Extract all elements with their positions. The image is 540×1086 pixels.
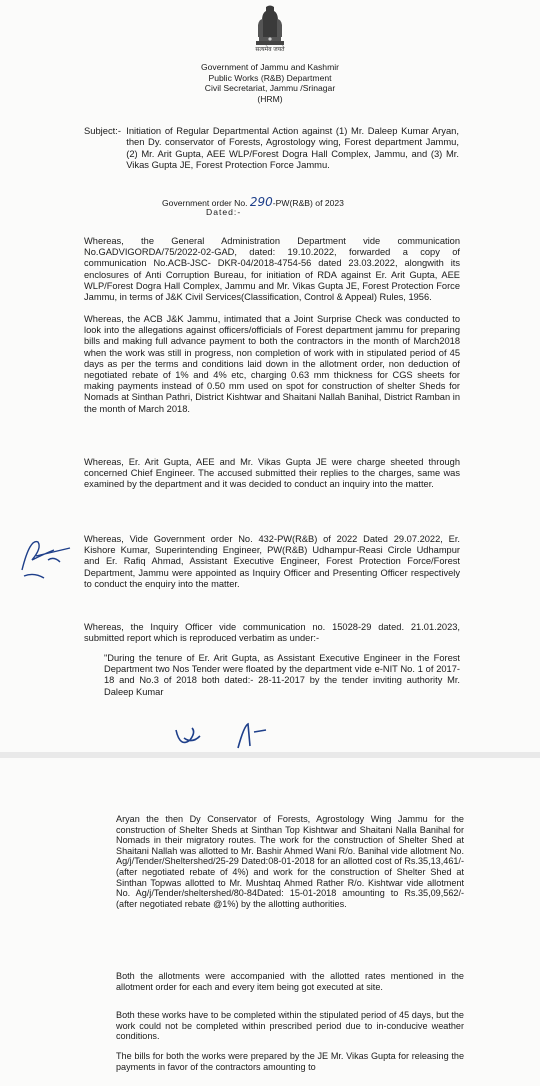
paragraph-inquiry-appointment: Whereas, Vide Government order No. 432-PW(R&B) of 2022 Dated 29.07.2022, Er. Kishore Kumar, Superintending Engineer, PW(R&B) Udhampur-Reasi Circle Udhampur and Er. Rafiq Ahmad, Assistant Executive Engineer, Forest Protection Force/Forest Department, Jammu were appointed as Inquiry Officer and Presenting Officer respectively to conduct the enquiry into the matter. xyxy=(84,534,460,589)
paragraph-charge-sheet: Whereas, Er. Arit Gupta, AEE and Mr. Vikas Gupta JE were charge sheeted through concerned Chief Engineer. The accused submitted their replies to the charges, same was examined by the department and it was decided to conduct an inquiry into the matter. xyxy=(84,457,460,490)
emblem-motto: सत्यमेव जयते xyxy=(255,47,285,53)
document-page-2 xyxy=(0,758,540,1086)
order-dated: Dated:- xyxy=(206,207,242,217)
page2-paragraph-rates: Both the allotments were accompanied with the allotted rates mentioned in the allotment order for each and every item being got executed at site. xyxy=(116,971,464,992)
subject-block xyxy=(84,125,459,170)
letterhead-line: Government of Jammu and Kashmir xyxy=(200,62,340,72)
order-prefix: Government order No. xyxy=(162,198,250,208)
page2-paragraph-stipulated-period: Both these works have to be completed within the stipulated period of 45 days, but the work could not be completed within prescribed period due to in-conducive weather conditions. xyxy=(116,1010,464,1042)
subject-text: Initiation of Regular Departmental Action against (1) Mr. Daleep Kumar Aryan, then Dy. conservator of Forests, Agrostology wing, Forest department Jammu, (2) Mr. Arit Gupta, AEE WLP/Forest Dogra Hall Complex, Jammu, and (3) Mr. Vikas Gupta JE, Forest Protection Force Jammu. xyxy=(126,125,459,170)
paragraph-acb-surprise-check: Whereas, the ACB J&K Jammu, intimated that a Joint Surprise Check was conducted to look into the allegations against officers/officials of Forest department jammu for preparing bills and making full advance payment to both the contractors in the month of March2018 when the work was still in progress, non completion of work with in stipulated period of 45 days as per the terms and conditions laid down in the allotment order, non deduction of negotiated rebate of 1% and 4% etc, charging 0.63 mm thickness for CGS sheets for making payments instead of 0.50 mm used on spot for construction of shelter Sheds for Nomads at Sinthan Pathri, District Kishtwar and Shaitani Nallah Banihal, District Ramban in the month of March 2018. xyxy=(84,314,460,414)
quoted-report-start: "During the tenure of Er. Arit Gupta, as Assistant Executive Engineer in the Forest Department two Nos Tender were floated by the department vide e-NIT No. 1 of 2017-18 and No.3 of 2018 both dated:- 28-11-2017 by the tender inviting authority Mr. Daleep Kumar xyxy=(104,653,460,697)
letterhead-line: Public Works (R&B) Department xyxy=(208,72,332,83)
page2-paragraph-bills: The bills for both the works were prepared by the JE Mr. Vikas Gupta for releasing the payments in favor of the contractors amounting to xyxy=(116,1051,464,1072)
page2-paragraph-allotments: Aryan the then Dy Conservator of Forests, Agrostology Wing Jammu for the construction of Shelter Sheds at Sinthan Top Kishtwar and Shaitani Nalla Banihal for Nomads in their migratory routes. The work for the construction of Shelter Shed at Shaitani Nallah was allotted to Mr. Bashir Ahmed Wani R/o. Banihal vide allotment No. Ag/j/Tender/Sheltershed/25-29 Dated:08-01-2018 for an allotted cost of Rs.35,13,461/-(after negotiated rebate of 4%) and work for the construction of Shelter Shed at Sinthan Topwas allotted to Mr. Mushtaq Ahmed Rather R/o. Kishtwar vide allotment No. Ag/j/Tender/sheltershed/80-84Dated: 15-01-2018 amounting to Rs.35,09,562/- (after negotiated rebate @1%) by the allotting authorities. xyxy=(116,814,464,909)
letterhead-line: (HRM) xyxy=(257,93,283,104)
government-order-line xyxy=(162,195,344,209)
paragraph-inquiry-report: Whereas, the Inquiry Officer vide communication no. 15028-29 dated. 21.01.2023, submitted report which is reproduced verbatim as under:- xyxy=(84,622,460,644)
initials-signature-icon xyxy=(170,718,280,752)
letterhead-line: Civil Secretariat, Jammu /Srinagar xyxy=(204,83,336,94)
letterhead xyxy=(0,62,540,104)
order-suffix: -PW(R&B) of 2023 xyxy=(272,198,344,208)
order-number-handwritten: 290 xyxy=(249,195,273,209)
margin-signature-icon xyxy=(14,530,84,582)
paragraph-gad-communication: Whereas, the General Administration Department vide communication No.GADVIGORDA/75/2022-02-GAD, dated: 19.10.2022, forwarded a copy of communication No.ACB-JSC- DKR-04/2018-4754-56 dated 23.03.2022, alongwith its enclosures of Anti Corruption Bureau, for initiation of RDA against Er. Arit Gupta, AEE WLP/Forest Dogra Hall Complex, Jammu and Mr. Vikas Gupta JE, Forest Protection Force Jammu, in terms of J&K Civil Services(Classification, Control & Appeal) Rules, 1956. xyxy=(84,236,460,303)
national-emblem-icon xyxy=(242,3,298,49)
subject-label: Subject:- xyxy=(84,125,127,136)
